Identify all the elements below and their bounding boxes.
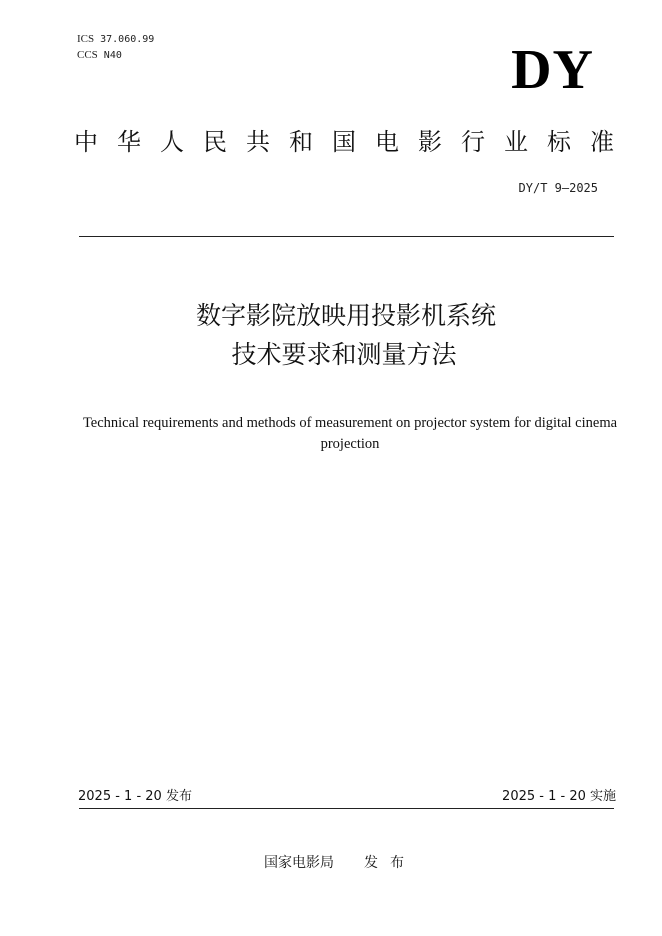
publisher bbox=[264, 853, 416, 873]
standard-number: DY/T 9—2025 bbox=[518, 181, 598, 195]
ics-value: 37.060.99 bbox=[100, 34, 155, 45]
ccs-label: CCS bbox=[77, 49, 98, 61]
standard-logo: DY bbox=[511, 39, 594, 101]
chinese-title-line-2: 技术要求和测量方法 bbox=[231, 340, 457, 369]
english-title: Technical requirements and methods of measurement on projector system for digital cinema projection bbox=[82, 415, 618, 452]
publish-date: 2025 - 1 - 20 发布 bbox=[78, 789, 192, 804]
ics-classification bbox=[77, 32, 154, 47]
publisher-action: 发布 bbox=[364, 855, 416, 871]
top-divider bbox=[79, 236, 614, 237]
bottom-divider bbox=[79, 808, 614, 809]
implement-date: 2025 - 1 - 20 实施 bbox=[502, 789, 616, 804]
ccs-classification bbox=[77, 48, 122, 63]
standard-category-title: 中华人民共和国电影行业标准 bbox=[74, 128, 633, 156]
ccs-value: N40 bbox=[103, 50, 122, 61]
publisher-org: 国家电影局 bbox=[264, 855, 334, 871]
chinese-title-line-1: 数字影院放映用投影机系统 bbox=[195, 301, 496, 330]
ics-label: ICS bbox=[77, 33, 95, 45]
